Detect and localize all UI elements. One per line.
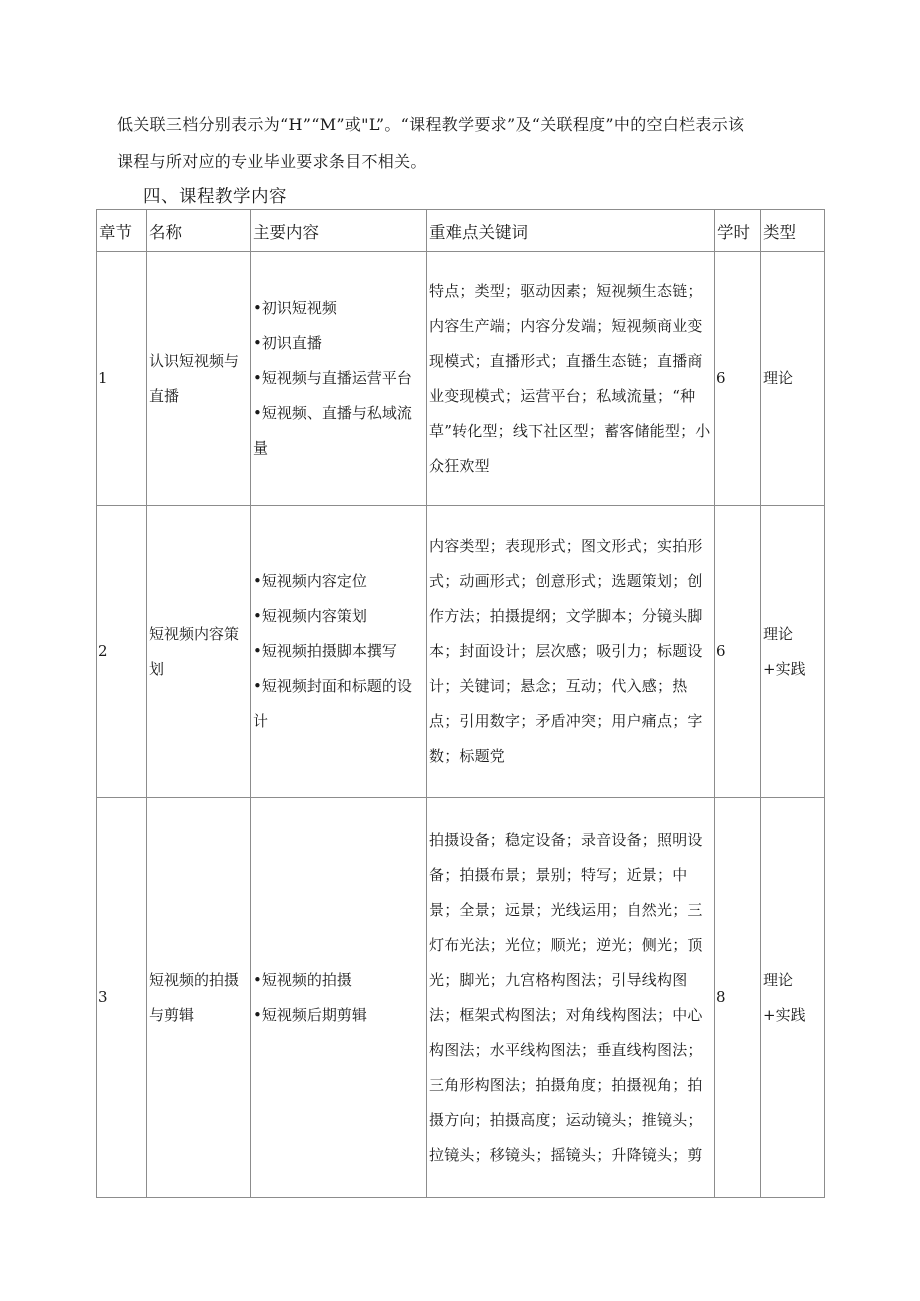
- header-hours: 学时: [715, 210, 761, 252]
- row-name: 短视频的拍摄与剪辑: [147, 798, 251, 1198]
- content-item: •短视频的拍摄: [253, 970, 352, 989]
- header-name: 名称: [147, 210, 251, 252]
- row-type-line-1: 理论: [763, 369, 794, 387]
- row-chapter: 1: [97, 252, 147, 506]
- content-item: •短视频拍摄脚本撰写: [253, 642, 397, 660]
- intro-paragraph: [117, 106, 837, 180]
- row-type: [761, 506, 825, 798]
- section-heading: 四、课程教学内容: [143, 187, 287, 207]
- row-type: [761, 798, 825, 1198]
- content-item: •短视频封面和标题的设计: [253, 677, 412, 730]
- row-chapter: 3: [97, 798, 147, 1198]
- row-type-line-1: 理论: [763, 970, 794, 989]
- row-hours: 6: [715, 252, 761, 506]
- header-content: 主要内容: [251, 210, 427, 252]
- row-name: 短视频内容策划: [147, 506, 251, 798]
- row-hours: 6: [715, 506, 761, 798]
- content-item: •短视频内容策划: [253, 607, 367, 625]
- content-item: •短视频与直播运营平台: [253, 369, 412, 387]
- row-name: 认识短视频与直播: [147, 252, 251, 506]
- content-item: •初识短视频: [253, 299, 337, 317]
- row-content: [251, 252, 427, 506]
- row-hours: 8: [715, 798, 761, 1198]
- header-chapter: 章节: [97, 210, 147, 252]
- row-keywords: 拍摄设备；稳定设备；录音设备；照明设备；拍摄布景；景别；特写；近景；中景；全景；远景；光线运用；自然光；三灯布光法；光位；顺光；逆光；侧光；顶光；脚光；九宫格构图法；引导线构图法；框架式构图法；对角线构图法；中心构图法；水平线构图法；垂直线构图法；三角形构图法；拍摄角度；拍摄视角；拍摄方向；拍摄高度；运动镜头；推镜头；拉镜头；移镜头；摇镜头；升降镜头；剪: [427, 798, 715, 1198]
- row-keywords: 特点；类型；驱动因素；短视频生态链；内容生产端；内容分发端；短视频商业变现模式；直播形式；直播生态链；直播商业变现模式；运营平台；私域流量；“种草”转化型；线下社区型；蓄客储能型；小众狂欢型: [427, 252, 715, 506]
- intro-line-1: 低关联三档分别表示为“H”“M”或"L”。“课程教学要求”及“关联程度”中的空白栏表示该: [117, 115, 745, 134]
- row-type-line-2: +实践: [763, 659, 806, 678]
- row-content: [251, 506, 427, 798]
- header-keywords: 重难点关键词: [427, 210, 715, 252]
- row-type: [761, 252, 825, 506]
- row-type-line-1: 理论: [763, 624, 794, 643]
- row-content: [251, 798, 427, 1198]
- row-type-line-2: +实践: [763, 1005, 806, 1024]
- table-row: [97, 252, 825, 506]
- course-content-table: [96, 209, 825, 1198]
- row-chapter: 2: [97, 506, 147, 798]
- table-row: [97, 798, 825, 1198]
- header-type: 类型: [761, 210, 825, 252]
- intro-line-2: 课程与所对应的专业毕业要求条目不相关。: [117, 152, 427, 171]
- content-item: •短视频后期剪辑: [253, 1005, 367, 1024]
- content-item: •短视频内容定位: [253, 572, 367, 590]
- content-item: •初识直播: [253, 334, 322, 352]
- table-header-row: [97, 210, 825, 252]
- content-item: •短视频、直播与私域流量: [253, 404, 412, 457]
- row-keywords: 内容类型；表现形式；图文形式；实拍形式；动画形式；创意形式；选题策划；创作方法；拍摄提纲；文学脚本；分镜头脚本；封面设计；层次感；吸引力；标题设计；关键词；悬念；互动；代入感；热点；引用数字；矛盾冲突；用户痛点；字数；标题党: [427, 506, 715, 798]
- table-row: [97, 506, 825, 798]
